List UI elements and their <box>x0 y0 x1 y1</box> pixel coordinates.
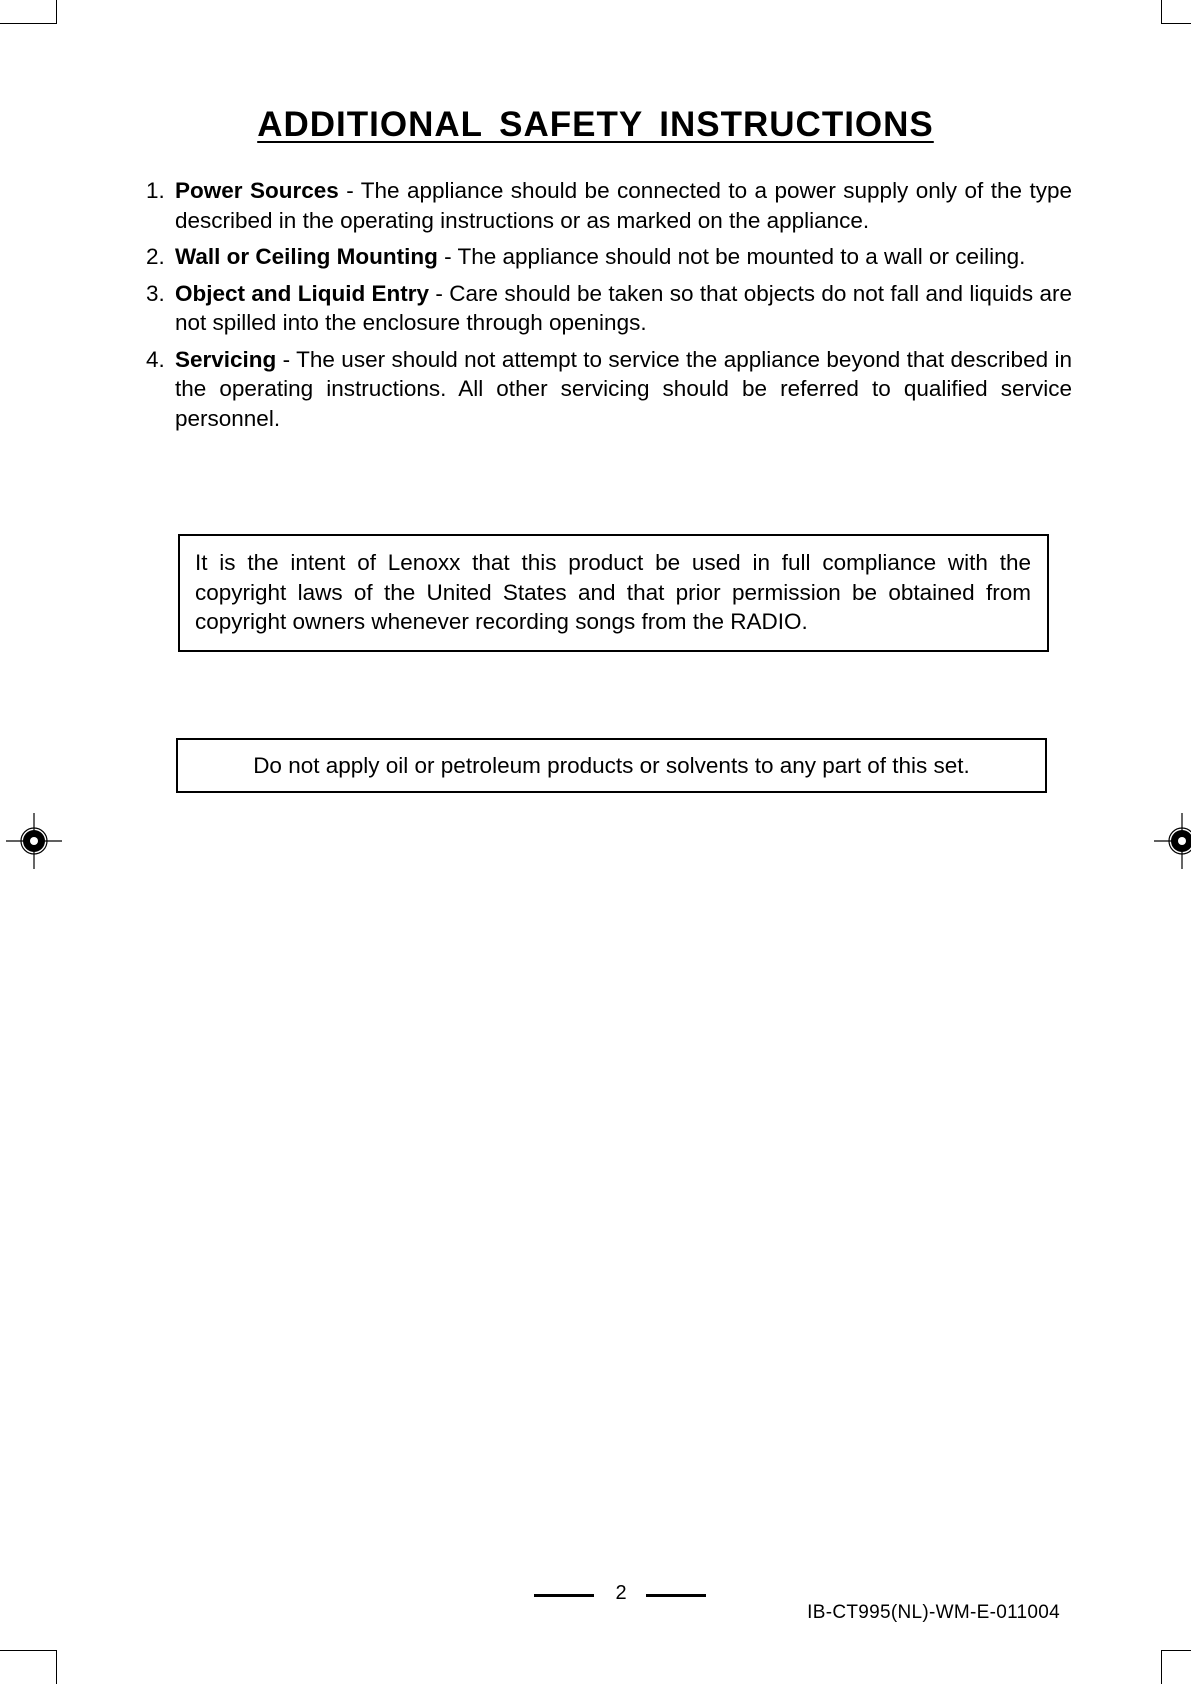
page-title-text: ADDITIONAL SAFETY INSTRUCTIONS <box>257 105 934 144</box>
document-code: IB-CT995(NL)-WM-E-011004 <box>807 1602 1060 1623</box>
oil-warning-notice: Do not apply oil or petroleum products or solvents to any part of this set. <box>176 738 1047 793</box>
item-text: - The user should not attempt to service the appliance beyond that described in the operating instructions. All other servicing should be referred to qualified service personnel. <box>175 346 1072 431</box>
item-text: - The appliance should not be mounted to a wall or ceiling. <box>437 244 1026 269</box>
item-text: - Care should be taken so that objects do not fall and liquids are not spilled into the enclosure through openings. <box>175 280 1072 335</box>
registration-mark-icon <box>6 813 62 869</box>
list-item <box>144 242 1072 272</box>
item-heading: Wall or Ceiling Mounting <box>175 244 438 269</box>
item-heading: Power Sources <box>175 178 339 203</box>
item-text: - The appliance should be connected to a power supply only of the type described in the operating instructions or as marked on the appliance. <box>175 178 1072 233</box>
item-number: 2. <box>146 244 165 269</box>
list-item <box>144 345 1072 434</box>
item-number: 1. <box>146 178 165 203</box>
item-number: 4. <box>146 346 165 372</box>
registration-mark-icon <box>1154 813 1191 869</box>
list-item <box>144 176 1072 235</box>
item-number: 3. <box>146 280 165 306</box>
item-heading: Servicing <box>175 346 277 372</box>
page-number: 2 <box>615 1582 627 1604</box>
item-heading: Object and Liquid Entry <box>175 280 430 306</box>
instructions-list <box>144 176 1072 440</box>
footer-divider <box>646 1594 706 1597</box>
footer-divider <box>534 1594 594 1597</box>
page-title <box>0 105 1191 145</box>
list-item <box>144 279 1072 338</box>
copyright-notice: It is the intent of Lenoxx that this product be used in full compliance with the copyright laws of the United States and that prior permission be obtained from copyright owners whenever recording songs from the RADIO. <box>178 534 1049 652</box>
